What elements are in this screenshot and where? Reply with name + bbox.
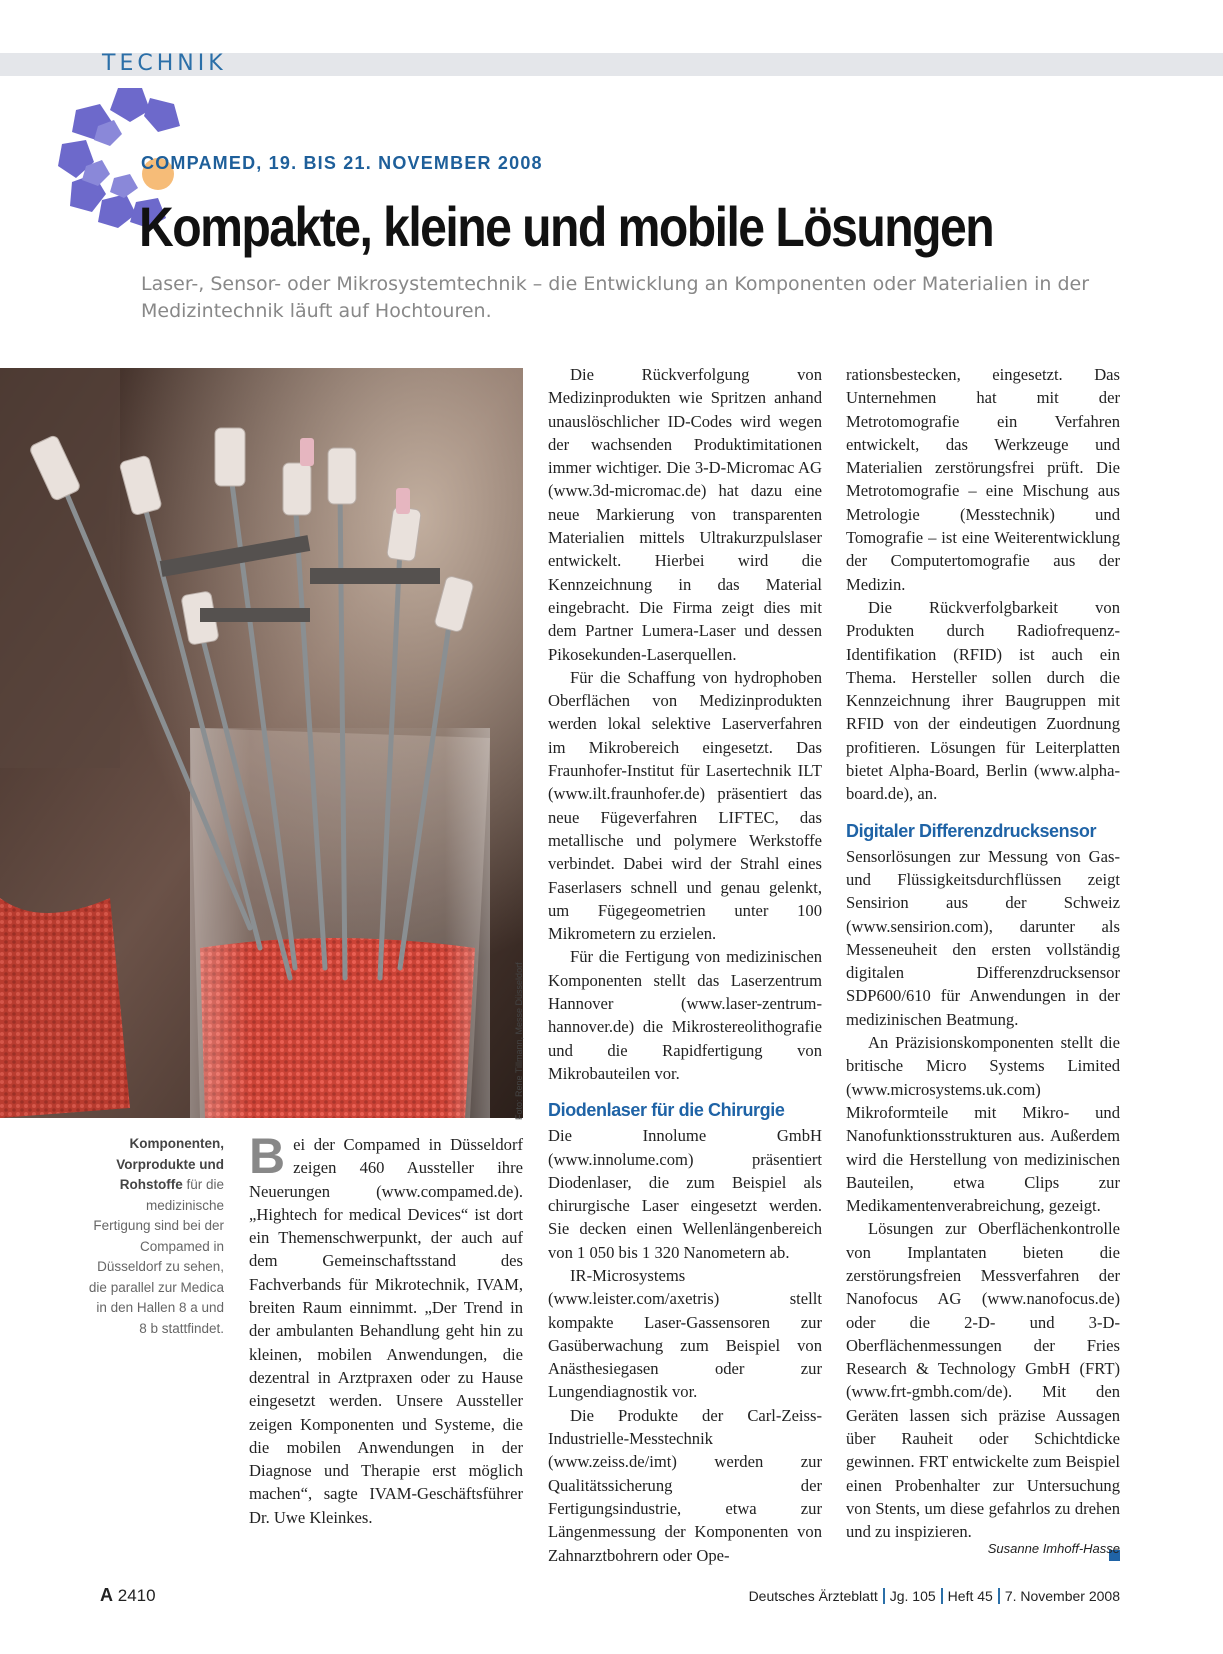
subheading-diodenlaser: Diodenlaser für die Chirurgie: [548, 1100, 785, 1121]
photo-credit: Foto: Rene Tillmann, Messe Düsseldorf: [514, 962, 524, 1120]
paragraph: IR-Microsystems (www.leister.com/axetris) stellt kompakte Laser-Gassensoren zur Gasüberwachung zum Beispiel von Anästhesiegasen oder zur Lungendiagnostik vor.: [548, 1265, 822, 1402]
paragraph: Die Rückverfolgbarkeit von Produkten durch Radiofrequenz-Identifikation (RFID) ist auch ein Thema. Hersteller sollen durch die Kennzeichnung ihrer Baugruppen mit RFID von der eindeutigen Zuordnung profitieren. Lösungen für Leiterplatten bietet Alpha-Board, Berlin (www.alpha-board.de), an.: [846, 597, 1120, 804]
issue-date: 7. November 2008: [1004, 1588, 1120, 1604]
headline: Kompakte, kleine und mobile Lösungen: [139, 195, 994, 258]
caption-text: für die medizinische Fertigung sind bei der Compamed in Düsseldorf zu sehen, die parallel zur Medica in den Hallen 8 a und 8 b stattfindet.: [88, 1177, 224, 1336]
lead-text: Laser-, Sensor- oder Mikrosystemtechnik – die Entwicklung an Komponenten oder Materialien in der Medizintechnik läuft auf Hochtouren.: [141, 273, 1090, 322]
kicker: COMPAMED, 19. BIS 21. NOVEMBER 2008: [141, 153, 543, 173]
paragraph: Sensorlösungen zur Messung von Gas- und Flüssigkeitsdurchflüssen zeigt Sensirion aus der Schweiz (www.sensirion.com), darunter als Messeneuheit den ersten vollständig digitalen Differenzdrucksensor SDP600/610 für Anwendungen in der medizinischen Beatmung.: [846, 846, 1120, 1029]
photo-caption: [86, 1134, 224, 1339]
paragraph: Für die Schaffung von hydrophoben Oberflächen von Medizinprodukten werden lokal selektive Laserverfahren im Mikrobereich eingesetzt. Das Fraunhofer-Institut für Lasertechnik ILT (www.ilt.fraunhofer.de) präsentiert das neue Fügeverfahren LIFTEC, das metallische und polymere Werkstoffe verbindet. Dabei wird der Strahl eines Faserlasers schnell und genau gelenkt, um Fügegeometrien unter 100 Mikrometern zu erzielen.: [548, 667, 822, 944]
paragraph: Die Produkte der Carl-Zeiss-Industrielle-Messtechnik (www.zeiss.de/imt) werden zur Qualitätssicherung der Fertigungsindustrie, etwa zur Längenmessung der Komponenten von Zahnarztbohrern oder Ope-: [548, 1405, 822, 1565]
paragraph-intro: ei der Compamed in Düsseldorf zeigen 460 Aussteller ihre Neuerungen (www.compamed.de). „Hightech for medical Devices“ ist dort ein Themenschwerpunkt, der auch auf dem Gemeinschaftsstand des Fachverbands für Mikrotechnik, IVAM, breiten Raum einnimmt. „Der Trend in der ambulanten Behandlung geht hin zu kleinen, mobilen Anwendungen, die dezentral in Arztpraxen oder zu Hause eingesetzt werden. Unsere Aussteller zeigen Komponenten und Systeme, die die mobilen Anwendungen in der Diagnose und Therapie erst möglich machen“, sagte IVAM-Geschäftsführer Dr. Uwe Kleinkes.: [249, 1135, 523, 1527]
caption-bold: Komponenten, Vorprodukte und Rohstoffe: [116, 1136, 224, 1192]
separator: [998, 1588, 1000, 1604]
section-label: TECHNIK: [102, 51, 227, 76]
page-prefix: A: [100, 1585, 113, 1605]
drop-cap: B: [249, 1128, 286, 1184]
paragraph: Für die Fertigung von medizinischen Komponenten stellt das Laserzentrum Hannover (www.laser-zentrum-hannover.de) die Mikrostereolithografie und die Rapidfertigung von Mikrobauteilen vor.: [548, 947, 822, 1083]
journal-name: Deutsches Ärzteblatt: [748, 1588, 878, 1604]
separator: [941, 1588, 943, 1604]
author: Susanne Imhoff-Hasse: [987, 1541, 1120, 1556]
paragraph: Lösungen zur Oberflächenkontrolle von Implantaten bieten die zerstörungsfreien Messverfahren der Nanofocus AG (www.nanofocus.de) oder die 2-D- und 3-D-Oberflächenmessungen der Fries Research & Technology GmbH (FRT) (www.frt-gmbh.com/de). Mit den Geräten lassen sich präzise Aussagen über Rauheit oder Schichtdicke gewinnen. FRT entwickelte zum Beispiel einen Probenhalter zur Untersuchung von Stents, um diese gefahrlos zu drehen und zu inspizieren.: [846, 1219, 1120, 1542]
column-1: [249, 1128, 523, 1529]
footer-citation: [749, 1588, 1120, 1604]
page-number: [100, 1585, 156, 1606]
paragraph: An Präzisionskomponenten stellt die britische Micro Systems Limited (www.microsystems.uk.com) Mikroformteile mit Mikro- und Nanofunktionsstrukturen aus. Außerdem wird die Herstellung von medizinischen Bauteilen, etwa Clips zur Medikamentenverabreichung, gezeigt.: [846, 1033, 1120, 1216]
paragraph: Die Innolume GmbH (www.innolume.com) präsentiert Diodenlaser, die zum Beispiel als chirurgische Laser eingesetzt werden. Sie decken einen Wellenlängenbereich von 1 050 bis 1 320 Nanometern ab.: [548, 1126, 822, 1262]
column-2: [548, 363, 822, 1567]
paragraph: rationsbestecken, eingesetzt. Das Unternehmen hat mit der Metrotomografie ein Verfahren entwickelt, das Werkzeuge und Materialien zerstörungsfrei prüft. Die Metrotomografie – eine Mischung aus Metrologie (Messtechnik) und Tomografie – ist eine Weiterentwicklung der Computertomografie aus der Medizin.: [846, 365, 1120, 594]
issue: Heft 45: [947, 1588, 993, 1604]
article-photo: [0, 368, 523, 1118]
page-number-value: 2410: [117, 1586, 156, 1605]
paragraph: Die Rückverfolgung von Medizinprodukten wie Spritzen anhand unauslöschlicher ID-Codes wird wegen der wachsenden Produktimitationen immer wichtiger. Die 3-D-Micromac AG (www.3d-micromac.de) hat dazu eine neue Markierung von transparenten Materialien mittels Ultrakurzpulslaser entwickelt. Hierbei wird die Kennzeichnung in das Material eingebracht. Die Firma zeigt dies mit dem Partner Lumera-Laser und dessen Pikosekunden-Laserquellen.: [548, 365, 822, 664]
column-3: [846, 363, 1120, 1561]
subheading-differenzdrucksensor: Digitaler Differenzdrucksensor: [846, 820, 1097, 841]
separator: [883, 1588, 885, 1604]
volume: Jg. 105: [889, 1588, 936, 1604]
